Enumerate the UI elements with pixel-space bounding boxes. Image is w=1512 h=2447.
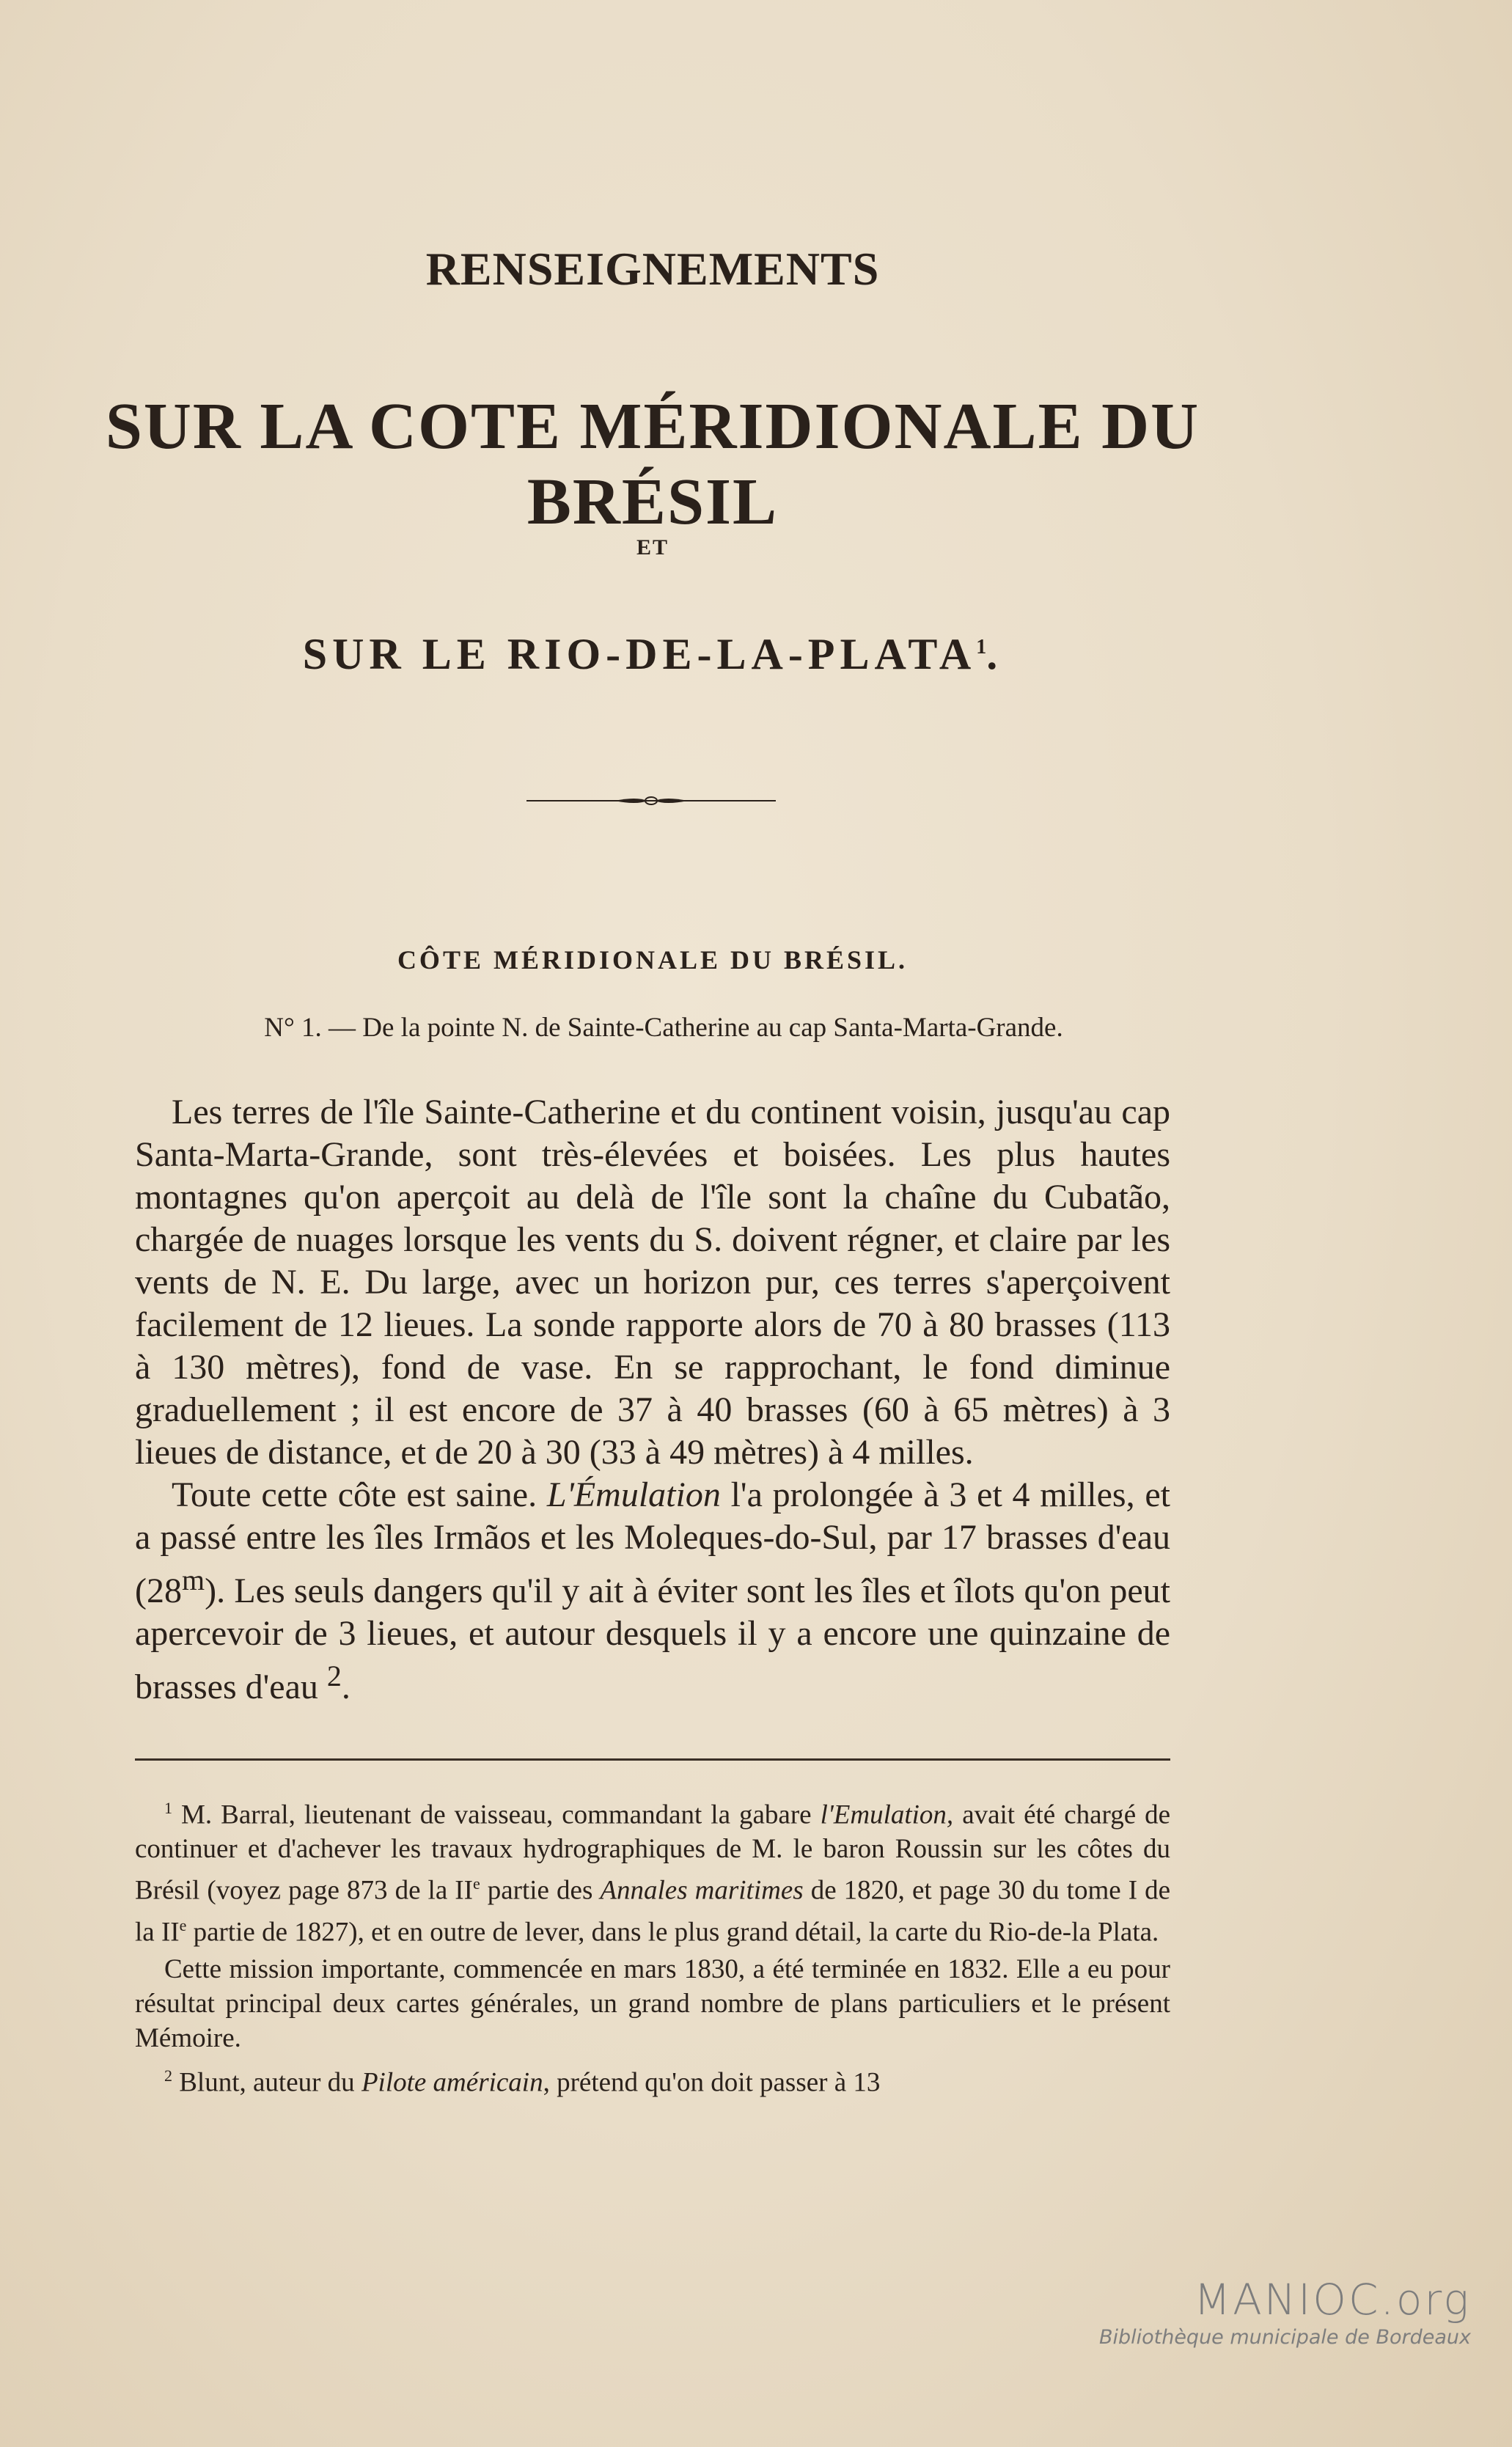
section-heading: CÔTE MÉRIDIONALE DU BRÉSIL. [397,945,909,975]
footnote-1-sup-2: e [179,1915,187,1934]
paragraph-2-part-b: l'a prolongée à 3 et 4 milles, et a passé entre les îles Irmãos et les Moleques-do-Sul, par 17 brasses d'eau (28 [135,1475,1171,1610]
title-line-3: ET [636,535,669,560]
footnote-2-b: , prétend qu'on doit passer à 13 [543,2067,881,2098]
paragraph-2-part-c: ). Les seuls dangers qu'il y ait à éviter sont les îles et îlots qu'on peut apercevoir de 3 lieues, et autour desquels il y a encore une quinzaine de brasses d'eau [135,1571,1170,1706]
body-text [135,1091,1170,1709]
paragraph-2-italic: L'Émulation [546,1475,721,1514]
paragraph-2-sup: m [181,1563,205,1596]
title-line-1: RENSEIGNEMENTS [425,243,880,295]
footnote-2 [135,2058,1170,2099]
paragraph-2-end: . [341,1668,351,1706]
footnotes [135,1791,1170,2102]
footnote-1-italic-1: l'Emulation, [820,1800,954,1830]
manioc-logo: MANIOC.org [1194,2275,1471,2325]
footnote-ref-1: 1 [976,636,987,658]
footnote-1 [135,1791,1170,1949]
paragraph-2 [135,1474,1170,1709]
paragraph-1: Les terres de l'île Sainte-Catherine et du continent voisin, jusqu'au cap Santa-Marta-Grande, sont très-élevées et boisées. Les plus hautes montagnes qu'on aperçoit au delà de l'île sont la chaîne du Cubatão, chargée de nuages lorsque les vents du S. doivent régner, et claire par les vents de N. E. Du large, avec un horizon pur, ces terres s'aperçoivent facilement de 12 lieues. La sonde rapporte alors de 70 à 80 brasses (113 à 130 mètres), fond de vase. En se rapprochant, le fond diminue graduellement ; il est encore de 37 à 40 brasses (60 à 65 mètres) à 3 lieues de distance, et de 20 à 30 (33 à 49 mètres) à 4 milles. [135,1093,1170,1472]
watermark-subtitle: Bibliothèque municipale de Bordeaux [1098,2326,1471,2349]
title-line-4 [0,629,1305,680]
title-line-2: SUR LA COTE MÉRIDIONALE DU BRÉSIL [105,390,1200,538]
ornament-divider-icon [526,793,776,808]
title-line-4-text: SUR LE RIO-DE-LA-PLATA [302,630,977,678]
footnote-1-d: de 1820, et page 30 du tome I de la II [135,1875,1170,1947]
footnote-1-sup-1: e [472,1874,480,1893]
watermark [1099,2275,1471,2349]
footnote-divider [135,1758,1170,1761]
footnote-2-mark: 2 [164,2066,172,2085]
paragraph-2-part-a: Toute cette côte est saine. [172,1475,537,1514]
footnote-1-a: M. Barral, lieutenant de vaisseau, commandant la gabare [181,1800,812,1830]
footnote-1-mark: 1 [164,1799,172,1817]
footnote-1-e: partie de 1827), et en outre de lever, dans le plus grand détail, la carte du Rio-de-la Plata. [193,1916,1159,1947]
title-line-4-end: . [986,630,1003,678]
footnote-1-italic-2: Annales maritimes [600,1875,804,1906]
footnote-1-c: partie des [487,1875,593,1906]
footnote-1-b: avait été chargé de continuer et d'achever les travaux hydrographiques de M. le baron Roussin sur les côtes du Brésil (voyez page 873 de la II [135,1800,1171,1906]
footnote-2-italic: Pilote américain [361,2067,543,2098]
footnote-ref-2: 2 [326,1659,342,1692]
footnote-2-a: Blunt, auteur du [179,2067,355,2098]
footnote-1-continued: Cette mission importante, commencée en mars 1830, a été terminée en 1832. Elle a eu pour résultat principal deux cartes générales, un grand nombre de plans particuliers et le présent Mémoire. [135,1953,1170,2053]
section-subheading: N° 1. — De la pointe N. de Sainte-Catherine au cap Santa-Marta-Grande. [264,1013,1063,1043]
